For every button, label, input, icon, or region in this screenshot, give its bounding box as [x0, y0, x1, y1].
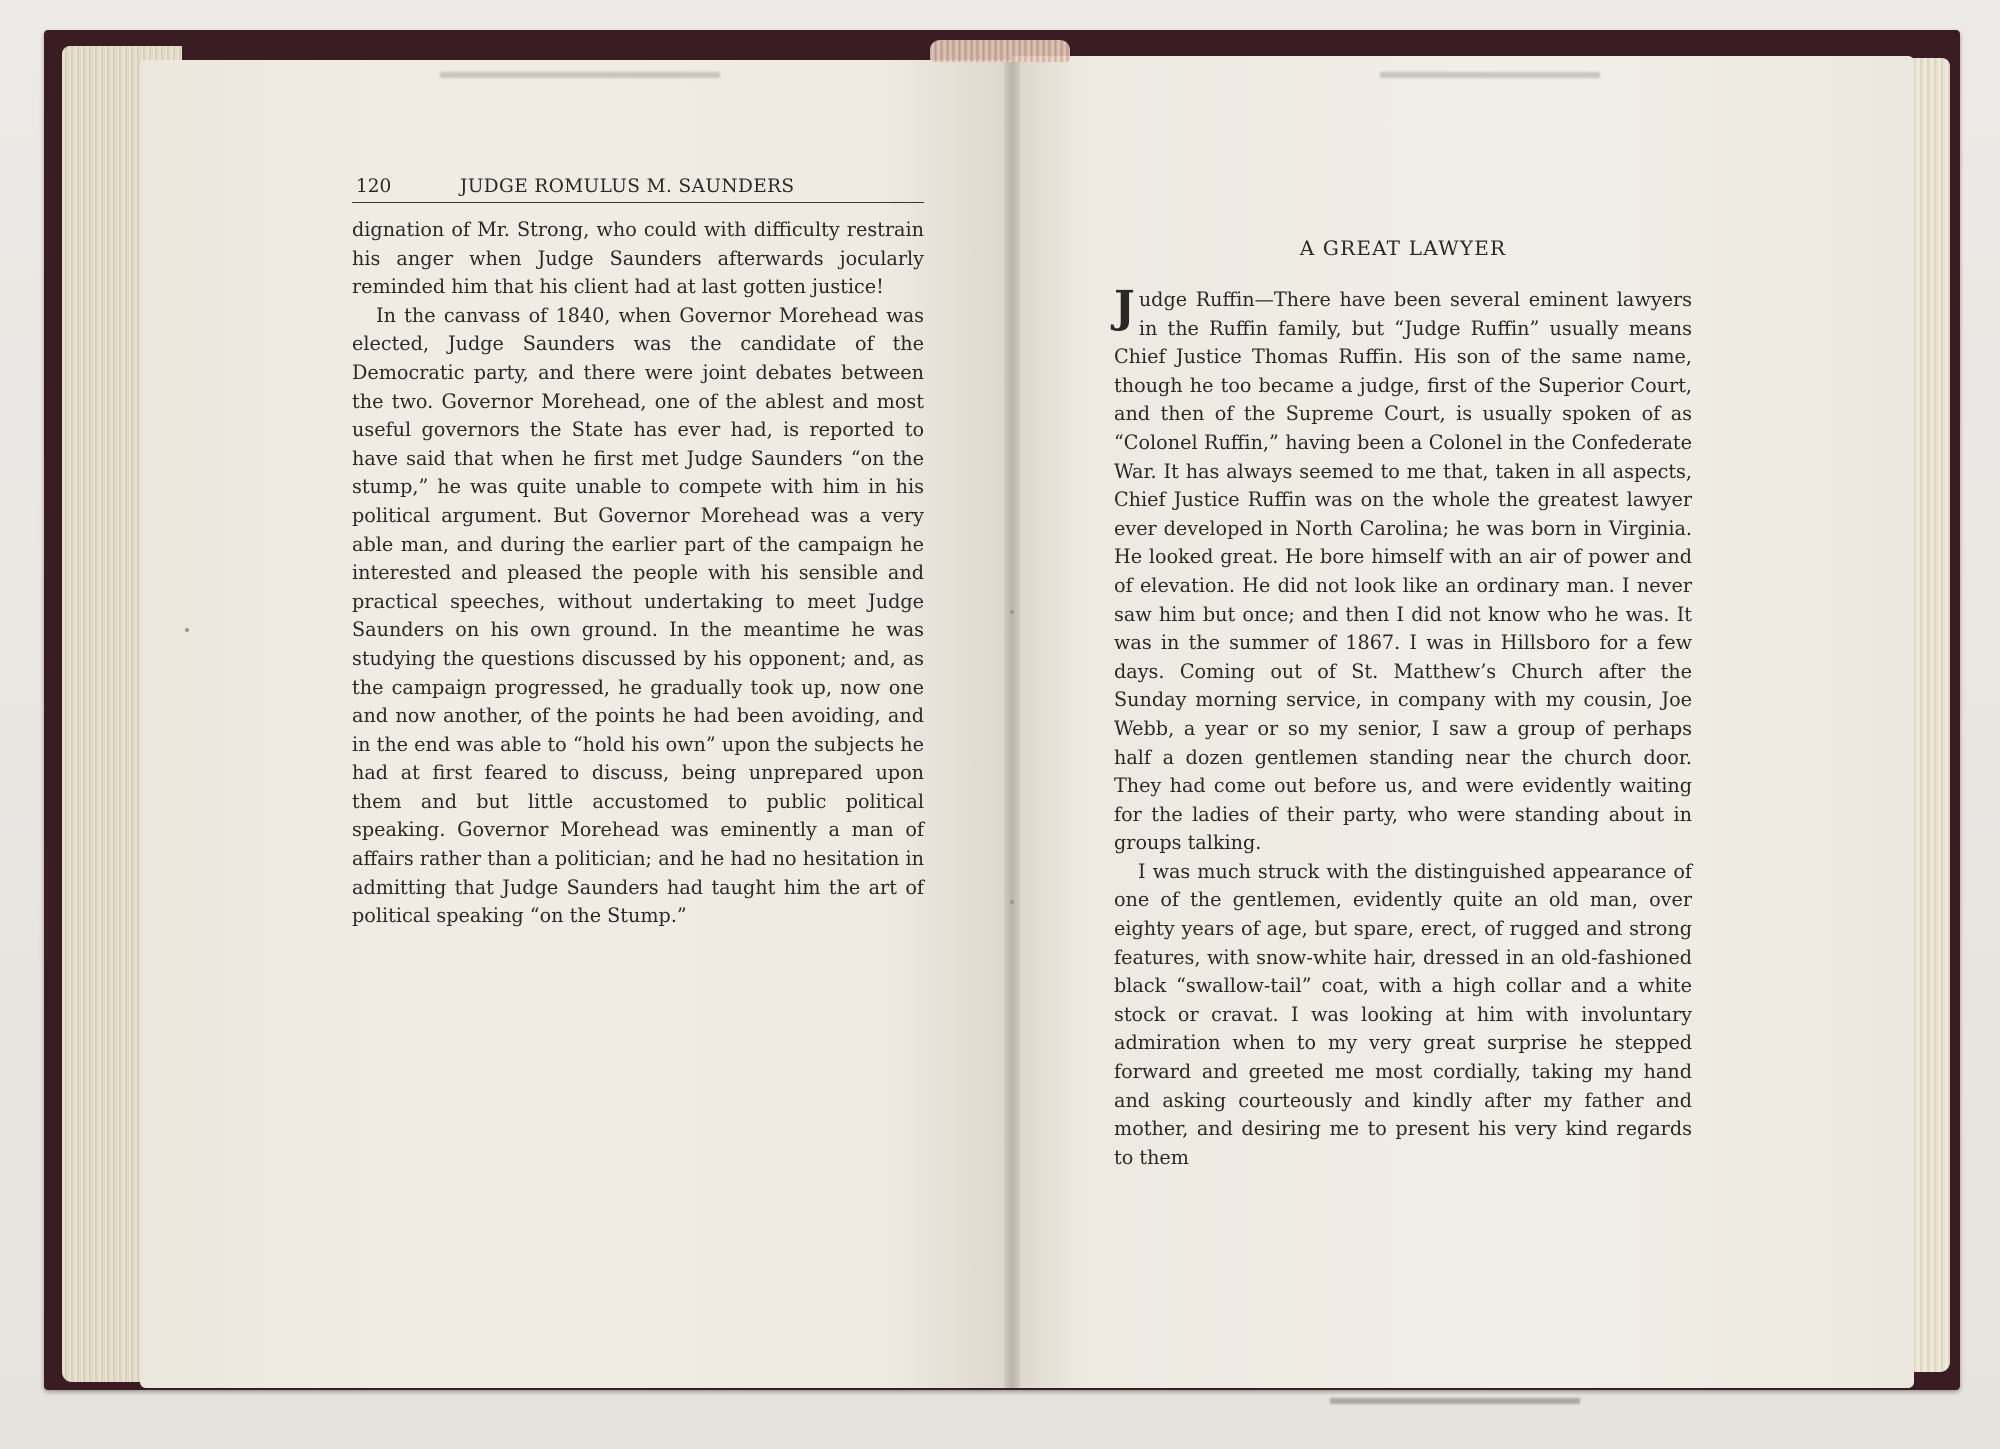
left-page-body [352, 216, 924, 931]
speck [1010, 610, 1014, 614]
show-through-mark [440, 72, 720, 78]
running-title: JUDGE ROMULUS M. SAUNDERS [460, 176, 795, 197]
page-number: 120 [356, 176, 392, 197]
paragraph-text: udge Ruffin—There have been several eminent lawyers in the Ruffin family, but “Judge Ruffin” usually means Chief Justice Thomas Ruffin. His son of the same name, though he too became a judge, first of the Superior Court, and then of the Supreme Court, is usually spoken of as “Colonel Ruffin,” having been a Colonel in the Confederate War. It has always seemed to me that, taken in all aspects, Chief Justice Ruffin was on the whole the greatest lawyer ever developed in North Carolina; he was born in Virginia. He looked great. He bore himself with an air of power and of elevation. He did not look like an ordinary man. I never saw him but once; and then I did not know who he was. It was in the summer of 1867. I was in Hillsboro for a few days. Coming out of St. Matthew’s Church after the Sunday morning service, in company with my cousin, Joe Webb, a year or so my senior, I saw a group of perhaps half a dozen gentlemen standing near the church door. They had come out before us, and were evidently waiting for the ladies of their party, who were standing about in groups talking. [1114, 288, 1692, 855]
paragraph: In the canvass of 1840, when Governor Morehead was elected, Judge Saunders was the candidate of the Democratic party, and there were joint debates between the two. Governor Morehead, one of the ablest and most useful governors the State has ever had, is reported to have said that when he first met Judge Saunders “on the stump,” he was quite unable to compete with him in his political argument. But Governor Morehead was a very able man, and during the earlier part of the campaign he interested and pleased the people with his sensible and practical speeches, without undertaking to meet Judge Saunders on his own ground. In the meantime he was studying the questions discussed by his opponent; and, as the campaign progressed, he gradually took up, now one and now another, of the points he had been avoiding, and in the end was able to “hold his own” upon the subjects he had at first feared to discuss, being unprepared upon them and but little accustomed to public political speaking. Governor Morehead was eminently a man of affairs rather than a politician; and he had no hesitation in admitting that Judge Saunders had taught him the art of political speaking “on the Stump.” [352, 303, 924, 928]
show-through-mark [1380, 72, 1600, 78]
chapter-title: A GREAT LAWYER [1299, 236, 1507, 260]
paragraph: I was much struck with the distinguished appearance of one of the gentlemen, evidently quite an old man, over eighty years of age, but spare, erect, of rugged and strong features, with snow-white hair, dressed in an old-fashioned black “swallow-tail” coat, with a high collar and a white stock or cravat. I was looking at him with involuntary admiration when to my very great surprise he stepped forward and greeted me most cordially, taking my hand and asking courteously and kindly after my father and mother, and desiring me to present his very kind regards to them [1114, 859, 1692, 1169]
paragraph [1114, 282, 1692, 858]
headband [930, 40, 1070, 62]
right-page-body [1114, 282, 1692, 1172]
speck [1010, 900, 1014, 904]
book-gutter [1004, 56, 1020, 1388]
paragraph: dignation of Mr. Strong, who could with difficulty restrain his anger when Judge Saunders afterwards jocularly reminded him that his client had at last gotten justice! [352, 218, 924, 299]
speck [185, 628, 189, 632]
running-head [352, 176, 924, 203]
drop-cap: J [1114, 282, 1135, 333]
show-through-mark [1330, 1398, 1580, 1404]
